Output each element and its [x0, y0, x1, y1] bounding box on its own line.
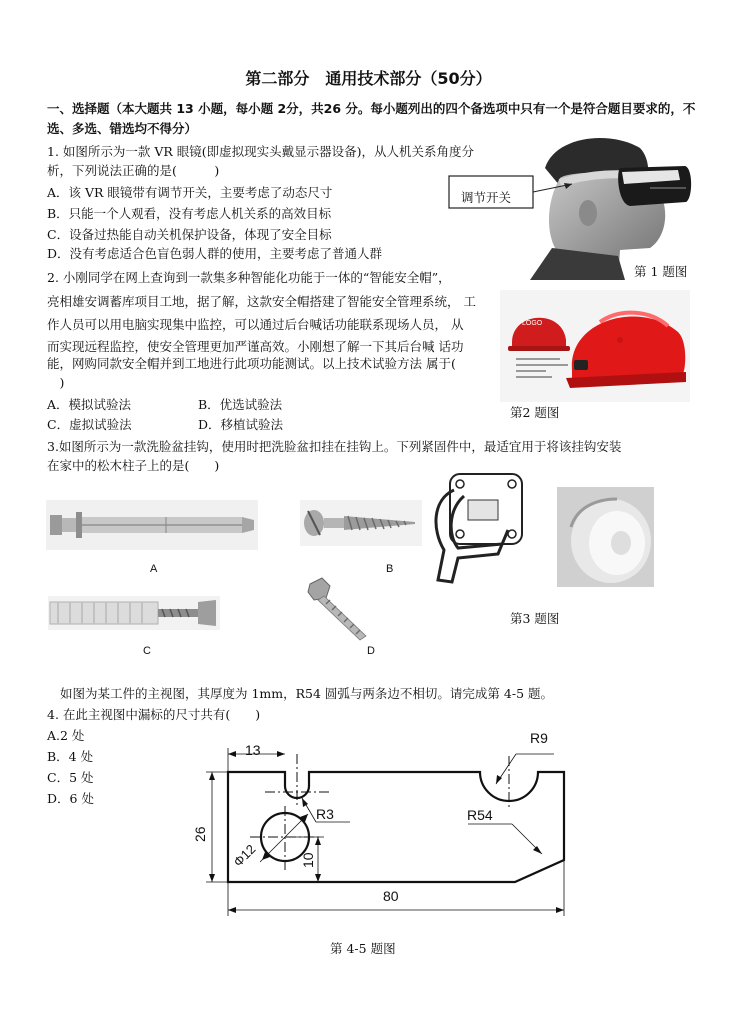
- q4-option-a: A.2 处: [47, 728, 85, 743]
- dim-r9-label: R9: [530, 730, 548, 746]
- q45-caption: 第 4-5 题图: [330, 941, 396, 956]
- q4-option-b: B．4 处: [47, 749, 94, 764]
- hex-bolt-image: [306, 576, 370, 642]
- q4-stem: 4. 在此主视图中漏标的尺寸共有( ): [47, 707, 261, 722]
- q1-option-b: B．只能一个人观看，没有考虑人机关系的高效目标: [47, 206, 332, 221]
- dim-13-label: 13: [245, 742, 261, 758]
- dim-r3-label: R3: [316, 806, 334, 822]
- q2-option-c: C．虚拟试验法: [47, 417, 132, 432]
- section-heading-line2: 选、多选、错选均不得分）: [47, 121, 198, 136]
- q2-stem-line6: ): [47, 375, 65, 390]
- q1-stem-line1: 1. 如图所示为一款 VR 眼镜(即虚拟现实头戴显示器设备)，从人机关系角度分: [47, 144, 475, 159]
- q1-option-a: A．该 VR 眼镜带有调节开关，主要考虑了动态尺寸: [47, 185, 333, 200]
- washbasin-hook-image: [428, 470, 528, 592]
- q2-stem-line1: 2. 小刚同学在网上查询到一款集多种智能化功能于一体的“智能安全帽”，: [47, 270, 451, 285]
- page-title: 第二部分 通用技术部分（50分）: [245, 69, 492, 88]
- q2-option-a: A．模拟试验法: [47, 397, 132, 412]
- dim-80-label: 80: [383, 888, 399, 904]
- q1-caption: 第 1 题图: [634, 264, 688, 279]
- wood-screw-image: [300, 500, 422, 546]
- q3-stem-line2: 在家中的松木柱子上的是( ): [47, 458, 220, 473]
- q4-option-d: D．6 处: [47, 791, 94, 806]
- smart-helmet-figure: [500, 290, 690, 402]
- q1-callout-label: 调节开关: [461, 190, 512, 205]
- q45-intro: 如图为某工件的主视图，其厚度为 1mm，R54 圆弧与两条边不相切。请完成第 4-5 题。: [60, 686, 554, 701]
- q2-caption: 第2 题图: [510, 405, 560, 420]
- q2-stem-line3: 作人员可以用电脑实现集中监控，可以通过后台喊话功能联系现场人员， 从: [47, 317, 464, 332]
- wall-plug-screw-image: [48, 596, 220, 630]
- expansion-bolt-image: [46, 500, 258, 550]
- q2-option-b: B．优选试验法: [198, 397, 283, 412]
- q3-stem-line1: 3.如图所示为一款洗脸盆挂钩，使用时把洗脸盆扣挂在挂钩上。下列紧固件中，最适宜用于将该挂钩安装: [47, 439, 622, 454]
- dim-10-label: 10: [300, 852, 316, 868]
- q2-stem-line5: 能，网购同款安全帽并到工地进行此项功能测试。以上技术试验方法 属于(: [47, 356, 456, 371]
- q3-label-a: A: [150, 563, 158, 575]
- q3-label-b: B: [386, 563, 394, 575]
- section-heading-line1: 一、选择题（本大题共 13 小题，每小题 2分，共26 分。每小题列出的四个备选项中只有一个是符合题目要求的，不: [47, 101, 696, 116]
- q3-label-d: D: [367, 645, 375, 657]
- q1-stem-line2: 析，下列说法正确的是( ): [47, 163, 220, 178]
- q1-option-c: C．设备过热能自动关机保护设备，体现了安全目标: [47, 227, 332, 242]
- q4-option-c: C．5 处: [47, 770, 94, 785]
- q1-option-d: D．没有考虑适合色盲色弱人群的使用，主要考虑了普通人群: [47, 246, 383, 261]
- q3-caption: 第3 题图: [510, 611, 560, 626]
- q3-label-c: C: [143, 645, 151, 657]
- q2-stem-line2: 亮相雄安调蓄库项目工地，据了解，这款安全帽搭建了智能安全管理系统， 工: [47, 294, 476, 309]
- dim-phi12-label: Φ12: [230, 841, 259, 870]
- dim-r54-label: R54: [467, 807, 493, 823]
- q2-option-d: D．移植试验法: [198, 417, 284, 432]
- helmet-logo-text: LOGO: [522, 320, 543, 327]
- q2-stem-line4: 而实现远程监控，使安全管理更加严谨高效。小刚想了解一下其后台喊 话功: [47, 339, 464, 354]
- dim-26-label: 26: [192, 826, 208, 842]
- round-cap-image: [557, 487, 654, 587]
